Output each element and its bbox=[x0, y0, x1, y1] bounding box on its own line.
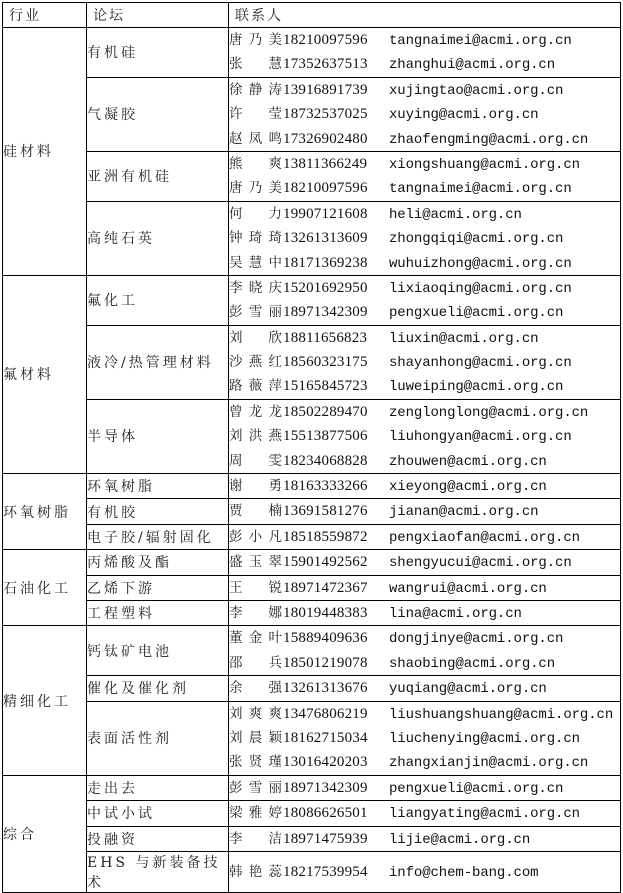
contact-entry bbox=[229, 576, 620, 600]
contact-entry bbox=[229, 78, 620, 102]
contacts-cell bbox=[229, 201, 621, 275]
contact-email[interactable]: lixiaoqing@acmi.org.cn bbox=[389, 280, 572, 297]
contact-email[interactable]: zhanghui@acmi.org.cn bbox=[389, 57, 556, 74]
contact-entry bbox=[229, 726, 620, 750]
table-row bbox=[3, 474, 621, 499]
contacts-cell bbox=[229, 275, 621, 325]
contact-entry bbox=[229, 776, 620, 800]
header-industry: 行业 bbox=[3, 3, 87, 28]
contact-name: 梁雅婷 bbox=[229, 805, 283, 822]
contact-entry bbox=[229, 374, 620, 398]
contact-name: 邵 兵 bbox=[229, 654, 283, 671]
contact-email[interactable]: liuxin@acmi.org.cn bbox=[389, 330, 539, 347]
contact-name: 唐乃美 bbox=[229, 180, 283, 197]
contacts-cell bbox=[229, 775, 621, 800]
contact-entry bbox=[229, 251, 620, 275]
contact-name: 董金叶 bbox=[229, 630, 283, 647]
contact-phone: 18971342309 bbox=[283, 304, 368, 321]
contact-phone: 18811656823 bbox=[283, 329, 368, 346]
forum-cell: 气凝胶 bbox=[87, 77, 229, 151]
contact-name: 张贤瑾 bbox=[229, 754, 283, 771]
contact-phone: 13476806219 bbox=[283, 705, 368, 722]
contact-name: 彭雪丽 bbox=[229, 304, 283, 321]
contacts-cell bbox=[229, 801, 621, 826]
contact-email[interactable]: xiongshuang@acmi.org.cn bbox=[389, 156, 580, 173]
contacts-cell bbox=[229, 499, 621, 524]
industry-cell: 综合 bbox=[3, 775, 87, 892]
contact-email[interactable]: pengxueli@acmi.org.cn bbox=[389, 305, 564, 322]
contacts-cell bbox=[229, 325, 621, 399]
contact-phone: 15201692950 bbox=[283, 279, 368, 296]
contacts-cell bbox=[229, 28, 621, 78]
contact-email[interactable]: xuying@acmi.org.cn bbox=[389, 107, 539, 124]
contact-phone: 18163333266 bbox=[283, 478, 368, 495]
contact-email[interactable]: zhongqiqi@acmi.org.cn bbox=[389, 231, 564, 248]
contact-name: 许 莹 bbox=[229, 106, 283, 123]
contact-entry bbox=[229, 424, 620, 448]
contact-phone: 17326902480 bbox=[283, 130, 368, 147]
contact-entry bbox=[229, 52, 620, 76]
contact-name: 何 力 bbox=[229, 205, 283, 222]
contact-entry bbox=[229, 801, 620, 825]
contact-phone: 17352637513 bbox=[283, 56, 368, 73]
contact-email[interactable]: zhouwen@acmi.org.cn bbox=[389, 453, 547, 470]
contact-email[interactable]: tangnaimei@acmi.org.cn bbox=[389, 33, 572, 49]
contact-entry bbox=[229, 202, 620, 226]
contact-name: 李 娜 bbox=[229, 604, 283, 621]
forum-cell: 有机胶 bbox=[87, 499, 229, 524]
contact-entry bbox=[229, 860, 620, 884]
contact-name: 刘爽爽 bbox=[229, 705, 283, 722]
contact-entry bbox=[229, 827, 620, 851]
contact-phone: 18971475939 bbox=[283, 830, 368, 847]
table-row bbox=[3, 325, 621, 399]
contact-phone: 18086626501 bbox=[283, 805, 368, 822]
contact-phone: 13016420203 bbox=[283, 754, 368, 771]
contacts-cell bbox=[229, 701, 621, 775]
contact-entry bbox=[229, 550, 620, 574]
contact-phone: 13811366249 bbox=[283, 155, 368, 172]
contacts-cell bbox=[229, 474, 621, 499]
contact-email[interactable]: liushuangshuang@acmi.org.cn bbox=[389, 706, 614, 723]
contact-name: 刘晨颖 bbox=[229, 729, 283, 746]
contact-entry bbox=[229, 400, 620, 424]
contact-email[interactable]: liangyating@acmi.org.cn bbox=[389, 806, 580, 823]
industry-cell: 石油化工 bbox=[3, 550, 87, 626]
contact-phone: 19907121608 bbox=[283, 205, 368, 222]
contact-phone: 13691581276 bbox=[283, 503, 368, 520]
industry-cell: 精细化工 bbox=[3, 626, 87, 775]
contact-name: 徐静涛 bbox=[229, 81, 283, 98]
contact-email[interactable]: pengxiaofan@acmi.org.cn bbox=[389, 529, 580, 546]
table-row bbox=[3, 499, 621, 524]
contact-email[interactable]: jianan@acmi.org.cn bbox=[389, 504, 539, 521]
contact-email[interactable]: pengxueli@acmi.org.cn bbox=[389, 780, 564, 797]
contacts-cell bbox=[229, 151, 621, 201]
table-row bbox=[3, 77, 621, 151]
contact-entry bbox=[229, 474, 620, 498]
forum-cell: 走出去 bbox=[87, 775, 229, 800]
contact-entry bbox=[229, 449, 620, 473]
contacts-cell bbox=[229, 77, 621, 151]
contact-phone: 15901492562 bbox=[283, 554, 368, 571]
table-row bbox=[3, 28, 621, 78]
header-contacts: 联系人 bbox=[229, 3, 621, 28]
industry-cell: 环氧树脂 bbox=[3, 474, 87, 550]
forum-cell: 氟化工 bbox=[87, 275, 229, 325]
contact-entry bbox=[229, 626, 620, 650]
contact-email[interactable]: luweiping@acmi.org.cn bbox=[389, 379, 564, 396]
contact-name: 彭小凡 bbox=[229, 528, 283, 545]
contact-name: 张 慧 bbox=[229, 56, 283, 73]
contact-phone: 18171369238 bbox=[283, 254, 368, 271]
contact-name: 刘 欣 bbox=[229, 329, 283, 346]
forum-cell: 有机硅 bbox=[87, 28, 229, 78]
contact-email[interactable]: lina@acmi.org.cn bbox=[389, 605, 522, 622]
forum-cell: 钙钛矿电池 bbox=[87, 626, 229, 676]
contacts-cell bbox=[229, 851, 621, 892]
contact-entry bbox=[229, 676, 620, 700]
contact-email[interactable]: shaobing@acmi.org.cn bbox=[389, 655, 556, 672]
contact-entry bbox=[229, 702, 620, 726]
contacts-cell bbox=[229, 826, 621, 851]
contact-phone: 15513877506 bbox=[283, 428, 368, 445]
table-row bbox=[3, 801, 621, 826]
contact-entry bbox=[229, 499, 620, 523]
table-row bbox=[3, 575, 621, 600]
contact-phone: 13261313609 bbox=[283, 230, 368, 247]
contact-email[interactable]: shayanhong@acmi.org.cn bbox=[389, 355, 572, 372]
contact-name: 刘洪燕 bbox=[229, 428, 283, 445]
forum-cell: 环氧树脂 bbox=[87, 474, 229, 499]
contacts-cell bbox=[229, 676, 621, 701]
contacts-cell bbox=[229, 626, 621, 676]
table-row bbox=[3, 550, 621, 575]
contact-name: 余 强 bbox=[229, 680, 283, 697]
contact-phone: 18501219078 bbox=[283, 654, 368, 671]
table-row bbox=[3, 826, 621, 851]
contact-phone: 13916891739 bbox=[283, 81, 368, 98]
forum-cell: 投融资 bbox=[87, 826, 229, 851]
contact-entry bbox=[229, 28, 620, 52]
contact-name: 钟琦琦 bbox=[229, 230, 283, 247]
contact-name: 唐乃美 bbox=[229, 32, 283, 48]
contact-entry bbox=[229, 525, 620, 549]
forum-cell: 工程塑料 bbox=[87, 600, 229, 625]
industry-cell: 氟材料 bbox=[3, 275, 87, 473]
contact-name: 路薇萍 bbox=[229, 378, 283, 395]
contact-name: 韩艳蕊 bbox=[229, 863, 283, 880]
forum-cell: 亚洲有机硅 bbox=[87, 151, 229, 201]
contact-email[interactable]: wuhuizhong@acmi.org.cn bbox=[389, 255, 572, 272]
contact-email[interactable]: liuchenying@acmi.org.cn bbox=[389, 730, 580, 747]
table-row bbox=[3, 201, 621, 275]
contact-phone: 18518559872 bbox=[283, 528, 368, 545]
forum-cell: 乙烯下游 bbox=[87, 575, 229, 600]
forum-cell: 液冷/热管理材料 bbox=[87, 325, 229, 399]
header-forum: 论坛 bbox=[87, 3, 229, 28]
contact-name: 贾 楠 bbox=[229, 503, 283, 520]
contact-email[interactable]: zhangxianjin@acmi.org.cn bbox=[389, 755, 589, 772]
forum-cell: 丙烯酸及酯 bbox=[87, 550, 229, 575]
contact-email[interactable]: tangnaimei@acmi.org.cn bbox=[389, 181, 572, 198]
contact-entry bbox=[229, 276, 620, 300]
contact-entry bbox=[229, 350, 620, 374]
contact-email[interactable]: xieyong@acmi.org.cn bbox=[389, 479, 547, 496]
contact-email[interactable]: zenglonglong@acmi.org.cn bbox=[389, 404, 589, 421]
forum-cell: 中试小试 bbox=[87, 801, 229, 826]
table-row bbox=[3, 600, 621, 625]
contact-entry bbox=[229, 176, 620, 200]
contact-name: 盛玉翠 bbox=[229, 554, 283, 571]
contact-phone: 18217539954 bbox=[283, 863, 368, 880]
contact-phone: 18560323175 bbox=[283, 354, 368, 371]
contact-entry bbox=[229, 601, 620, 625]
table-row bbox=[3, 676, 621, 701]
contact-phone: 18502289470 bbox=[283, 403, 368, 420]
table-row bbox=[3, 275, 621, 325]
contact-name: 赵凤鸣 bbox=[229, 130, 283, 147]
contact-phone: 15165845723 bbox=[283, 378, 368, 395]
forum-cell: 电子胶/辐射固化 bbox=[87, 524, 229, 549]
table-row bbox=[3, 851, 621, 892]
contact-email[interactable]: heli@acmi.org.cn bbox=[389, 206, 522, 223]
contact-phone: 18210097596 bbox=[283, 180, 368, 197]
table-row bbox=[3, 151, 621, 201]
contact-phone: 18971472367 bbox=[283, 579, 368, 596]
contact-entry bbox=[229, 651, 620, 675]
contact-email[interactable]: info@chem-bang.com bbox=[389, 864, 539, 881]
contact-phone: 18210097596 bbox=[283, 32, 368, 48]
contact-entry bbox=[229, 127, 620, 151]
contact-phone: 18732537025 bbox=[283, 106, 368, 123]
contact-email[interactable]: shengyucui@acmi.org.cn bbox=[389, 555, 572, 572]
contact-name: 彭雪丽 bbox=[229, 779, 283, 796]
contact-email[interactable]: yuqiang@acmi.org.cn bbox=[389, 681, 547, 698]
contact-name: 谢 勇 bbox=[229, 478, 283, 495]
contacts-cell bbox=[229, 600, 621, 625]
industry-cell: 硅材料 bbox=[3, 28, 87, 276]
forum-cell: 半导体 bbox=[87, 399, 229, 473]
contact-email[interactable]: lijie@acmi.org.cn bbox=[389, 831, 531, 848]
header-row bbox=[3, 3, 621, 28]
contact-name: 沙燕红 bbox=[229, 354, 283, 371]
forum-cell: 催化及催化剂 bbox=[87, 676, 229, 701]
table-row bbox=[3, 626, 621, 676]
contact-entry bbox=[229, 152, 620, 176]
contact-name: 李晓庆 bbox=[229, 279, 283, 296]
contact-name: 王 锐 bbox=[229, 579, 283, 596]
contact-phone: 18162715034 bbox=[283, 729, 368, 746]
forum-cell: 表面活性剂 bbox=[87, 701, 229, 775]
contact-email[interactable]: liuhongyan@acmi.org.cn bbox=[389, 429, 572, 446]
contacts-cell bbox=[229, 575, 621, 600]
contact-entry bbox=[229, 226, 620, 250]
contact-phone: 18019448383 bbox=[283, 604, 368, 621]
contact-entry bbox=[229, 102, 620, 126]
contact-email[interactable]: zhaofengming@acmi.org.cn bbox=[389, 131, 589, 148]
contact-phone: 15889409636 bbox=[283, 630, 368, 647]
contact-email[interactable]: wangrui@acmi.org.cn bbox=[389, 580, 547, 597]
contacts-cell bbox=[229, 524, 621, 549]
contact-entry bbox=[229, 326, 620, 350]
contact-name: 熊 爽 bbox=[229, 155, 283, 172]
contact-table bbox=[2, 2, 621, 893]
table-row bbox=[3, 701, 621, 775]
forum-cell: 高纯石英 bbox=[87, 201, 229, 275]
contact-phone: 18234068828 bbox=[283, 452, 368, 469]
contact-name: 曾龙龙 bbox=[229, 403, 283, 420]
contact-name: 吴慧中 bbox=[229, 254, 283, 271]
table-row bbox=[3, 775, 621, 800]
contact-name: 周 雯 bbox=[229, 452, 283, 469]
contact-phone: 18971342309 bbox=[283, 779, 368, 796]
contacts-cell bbox=[229, 399, 621, 473]
forum-cell: EHS 与新装备技术 bbox=[87, 851, 229, 892]
contact-entry bbox=[229, 300, 620, 324]
table-row bbox=[3, 399, 621, 473]
contact-phone: 13261313676 bbox=[283, 680, 368, 697]
contacts-cell bbox=[229, 550, 621, 575]
contact-name: 李 洁 bbox=[229, 830, 283, 847]
table-row bbox=[3, 524, 621, 549]
contact-email[interactable]: xujingtao@acmi.org.cn bbox=[389, 82, 564, 99]
contact-entry bbox=[229, 750, 620, 774]
contact-email[interactable]: dongjinye@acmi.org.cn bbox=[389, 631, 564, 648]
